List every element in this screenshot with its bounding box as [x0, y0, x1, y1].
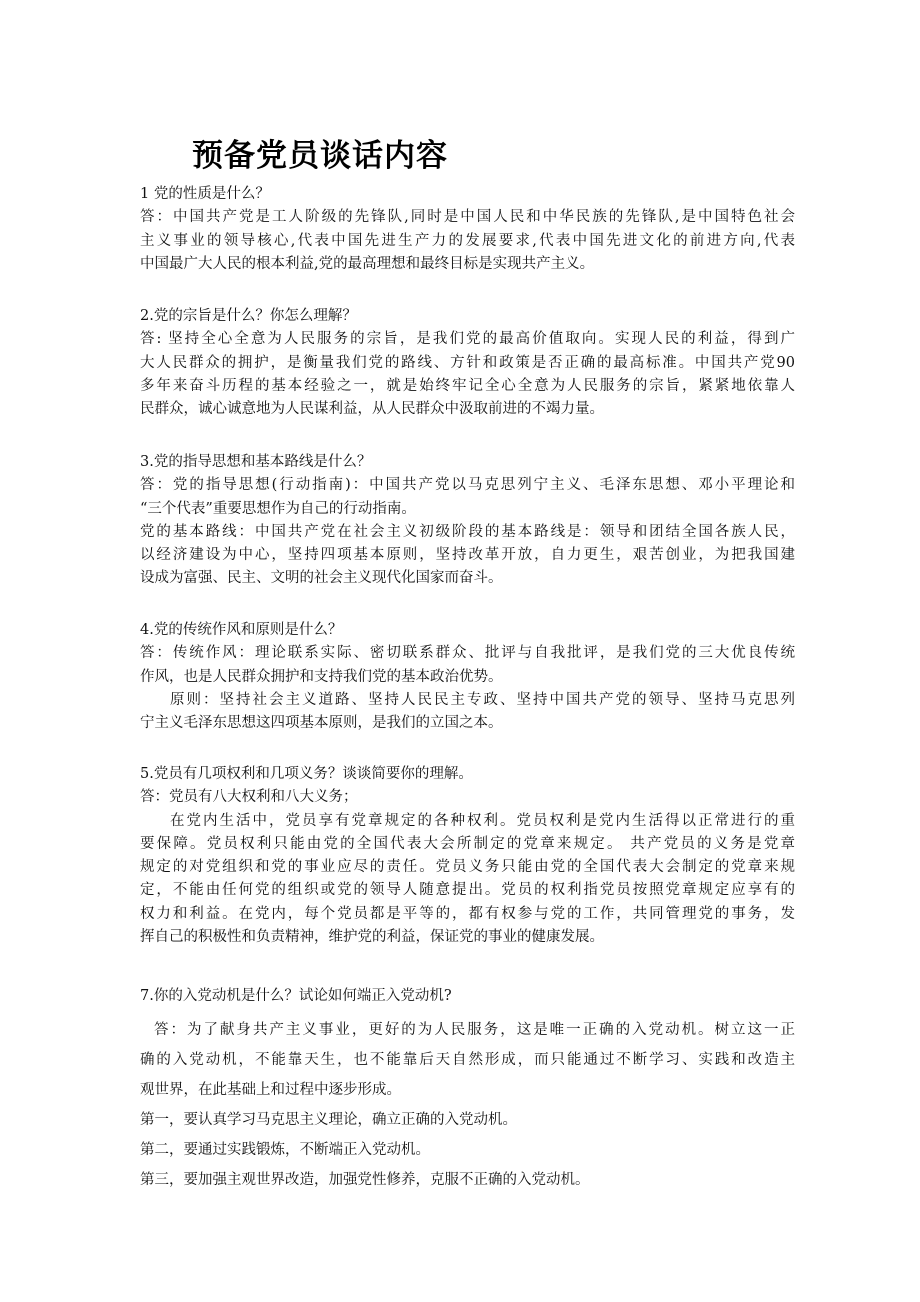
section-3	[140, 451, 795, 591]
page-title: 预备党员谈话内容	[192, 138, 448, 174]
answer-line: 答: 坚持全心全意为人民服务的宗旨，是我们党的最高价值取向。实现人民的利益，得到广	[140, 331, 795, 348]
answer-line: 党的基本路线：中国共产党在社会主义初级阶段的基本路线是：领导和团结全国各族人民，	[140, 523, 795, 540]
answer-line: 答：党员有八大权利和八大义务；	[140, 789, 358, 806]
section-1	[140, 183, 795, 276]
answer-line: 挥自己的积极性和负责精神，维护党的利益，保证党的事业的健康发展。	[140, 929, 604, 946]
answer-line: 确的入党动机，不能靠天生，也不能靠后天自然形成，而只能通过不断学习、实践和改造主	[140, 1052, 795, 1068]
answer-line: 大人民群众的拥护，是衡量我们党的路线、方针和政策是否正确的最高标准。中国共产党90	[140, 354, 795, 371]
answer-line: 要保障。党员权利只能由党的全国代表大会所制定的党章来规定。 共产党员的义务是党章	[140, 835, 795, 852]
answer-line: 第二，要通过实践锻炼，不断端正入党动机。	[140, 1142, 430, 1158]
section-2	[140, 305, 795, 421]
answer-line: 以经济建设为中心，坚持四项基本原则，坚持改革开放，自力更生，艰苦创业，为把我国建	[140, 547, 795, 564]
answer-line: 主义事业的领导核心,代表中国先进生产力的发展要求,代表中国先进文化的前进方向,代表	[140, 232, 795, 249]
answer-line: 答：为了献身共产主义事业，更好的为人民服务，这是唯一正确的入党动机。树立这一正	[154, 1022, 795, 1038]
answer-line: 多年来奋斗历程的基本经验之一，就是始终牢记全心全意为人民服务的宗旨，紧紧地依靠人	[140, 377, 795, 394]
question-7: 7.你的入党动机是什么？试论如何端正入党动机?	[140, 988, 452, 1004]
answer-line: 在党内生活中，党员享有党章规定的各种权利。党员权利是党内生活得以正常进行的重	[170, 812, 795, 829]
answer-line: 观世界，在此基础上和过程中逐步形成。	[140, 1082, 401, 1098]
answer-line: 答：中国共产党是工人阶级的先锋队,同时是中国人民和中华民族的先锋队,是中国特色社会	[140, 209, 795, 226]
question-4: 4.党的传统作风和原则是什么？	[140, 622, 343, 638]
answer-line: 作风，也是人民群众拥护和支持我们党的基本政治优势。	[140, 668, 503, 685]
answer-line: 规定的对党组织和党的事业应尽的责任。党员义务只能由党的全国代表大会制定的党章来规	[140, 859, 795, 876]
answer-line: 原则：坚持社会主义道路、坚持人民民主专政、坚持中国共产党的领导、坚持马克思列	[170, 691, 795, 708]
answer-line: 答：传统作风：理论联系实际、密切联系群众、批评与自我批评，是我们党的三大优良传统	[140, 645, 795, 662]
answer-line: 权力和利益。在党内，每个党员都是平等的，都有权参与党的工作，共同管理党的事务，发	[140, 905, 795, 922]
question-3: 3.党的指导思想和基本路线是什么？	[140, 454, 372, 470]
answer-line: 中国最广大人民的根本利益,党的最高理想和最终目标是实现共产主义。	[140, 255, 595, 272]
answer-line: 民群众，诚心诚意地为人民谋利益，从人民群众中汲取前进的不竭力量。	[140, 401, 604, 418]
section-4	[140, 619, 795, 735]
answer-line: “三个代表”重要思想作为自己的行动指南。	[140, 500, 416, 517]
answer-line: 答：党的指导思想(行动指南)：中国共产党以马克思列宁主义、毛泽东思想、邓小平理论和	[140, 477, 795, 494]
answer-line: 设成为富强、民主、文明的社会主义现代化国家而奋斗。	[140, 570, 503, 587]
question-5: 5.党员有几项权利和几项义务？谈谈简要你的理解。	[140, 766, 473, 782]
question-2: 2.党的宗旨是什么？你怎么理解？	[140, 308, 357, 324]
answer-line: 宁主义毛泽东思想这四项基本原则，是我们的立国之本。	[140, 715, 503, 732]
section-7	[140, 981, 795, 1195]
answer-line: 第一，要认真学习马克思主义理论，确立正确的入党动机。	[140, 1112, 517, 1128]
answer-line: 定，不能由任何党的组织或党的领导人随意提出。党员的权利指党员按照党章规定应享有的	[140, 882, 795, 899]
answer-line: 第三，要加强主观世界改造，加强党性修养，克服不正确的入党动机。	[140, 1172, 590, 1188]
question-1: 1 党的性质是什么？	[140, 186, 270, 202]
section-5	[140, 763, 795, 949]
